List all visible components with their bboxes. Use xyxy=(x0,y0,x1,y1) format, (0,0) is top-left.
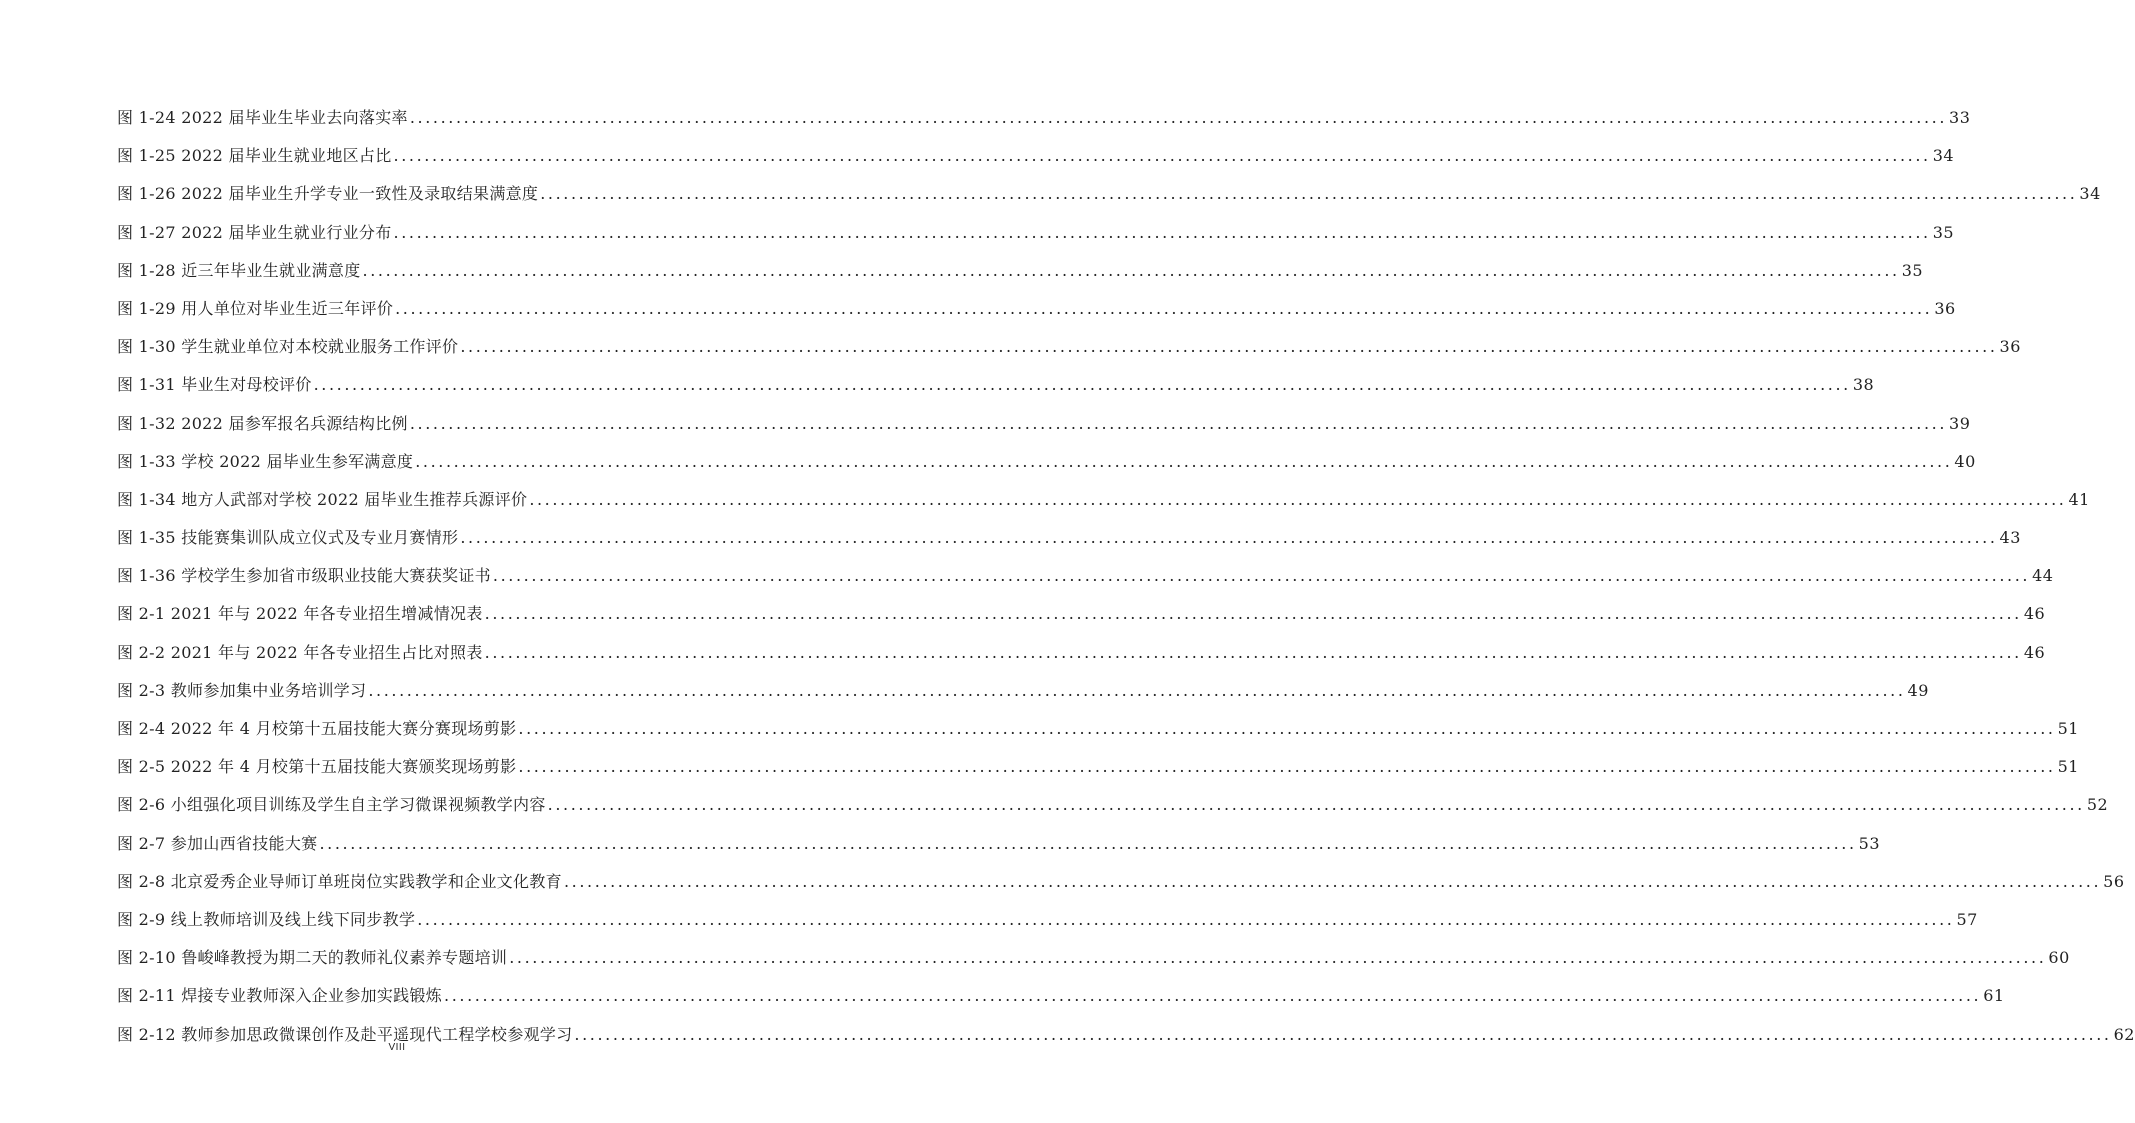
toc-entry-title: 图 2-6 小组强化项目训练及学生自主学习微课视频教学内容 xyxy=(117,795,546,815)
toc-entry-page: 43 xyxy=(1999,528,2021,548)
toc-entry[interactable] xyxy=(117,333,2021,371)
toc-entry-title: 图 2-7 参加山西省技能大赛 xyxy=(117,833,318,853)
toc-leader-dots: ........................................................................................................................................................................................................ xyxy=(395,298,1933,318)
toc-entry-title: 图 2-12 教师参加思政微课创作及赴平遥现代工程学校参观学习 xyxy=(117,1024,573,1044)
toc-entry-page: 51 xyxy=(2057,757,2079,777)
toc-entry[interactable] xyxy=(117,906,1978,944)
toc-entry[interactable] xyxy=(117,448,1976,486)
toc-entry-page: 52 xyxy=(2086,795,2109,815)
toc-entry-page: 46 xyxy=(2023,642,2046,662)
toc-entry[interactable] xyxy=(117,791,2109,829)
toc-leader-dots: ........................................................................................................................................................................................................ xyxy=(518,719,2056,738)
toc-entry[interactable] xyxy=(117,219,1955,257)
toc-entry-page: 44 xyxy=(2032,566,2054,586)
toc-entry-page: 38 xyxy=(1852,375,1875,395)
toc-entry-title: 图 2-1 2021 年与 2022 年各专业招生增减情况表 xyxy=(117,604,483,624)
toc-leader-dots: ........................................................................................................................................................................................................ xyxy=(444,986,1982,1006)
toc-leader-dots: ........................................................................................................................................................................................................ xyxy=(409,413,1948,433)
toc-entry-title: 图 2-2 2021 年与 2022 年各专业招生占比对照表 xyxy=(117,642,483,662)
toc-entry[interactable] xyxy=(117,104,1971,142)
toc-leader-dots: ........................................................................................................................................................................................................ xyxy=(492,566,2031,586)
toc-leader-dots: ........................................................................................................................................................................................................ xyxy=(368,680,1906,700)
toc-entry-page: 56 xyxy=(2103,871,2125,891)
toc-entry-title: 图 1-24 2022 届毕业生毕业去向落实率 xyxy=(117,108,408,127)
toc-entry-page: 33 xyxy=(1949,108,1971,127)
toc-entry[interactable] xyxy=(117,410,1971,448)
toc-entry-page: 40 xyxy=(1954,451,1976,471)
toc-entry-page: 34 xyxy=(1932,146,1955,166)
toc-entry-page: 62 xyxy=(2113,1024,2135,1044)
toc-entry-page: 60 xyxy=(2048,948,2070,968)
toc-entry-page: 35 xyxy=(1932,222,1955,242)
toc-entry-title: 图 1-31 毕业生对母校评价 xyxy=(117,375,312,395)
toc-entry[interactable] xyxy=(117,639,2046,677)
toc-leader-dots: ........................................................................................................................................................................................................ xyxy=(417,909,1955,929)
toc-leader-dots: ........................................................................................................................................................................................................ xyxy=(529,489,2067,509)
toc-entry-page: 61 xyxy=(1983,986,2005,1006)
toc-leader-dots: ........................................................................................................................................................................................................ xyxy=(509,948,2047,968)
toc-entry-title: 图 1-29 用人单位对毕业生近三年评价 xyxy=(117,298,394,318)
toc-entry[interactable] xyxy=(117,180,2101,218)
toc-entry-title: 图 2-8 北京爱秀企业导师订单班岗位实践教学和企业文化教育 xyxy=(117,871,562,891)
toc-entry-title: 图 1-34 地方人武部对学校 2022 届毕业生推荐兵源评价 xyxy=(117,489,528,509)
toc-leader-dots: ........................................................................................................................................................................................................ xyxy=(362,260,1900,280)
toc-entry-page: 53 xyxy=(1858,833,1880,853)
toc-entry-title: 图 2-10 鲁峻峰教授为期二天的教师礼仪素养专题培训 xyxy=(117,948,508,968)
toc-entry[interactable] xyxy=(117,142,1955,180)
toc-leader-dots: ........................................................................................................................................................................................................ xyxy=(460,337,1998,357)
toc-entry-title: 图 2-11 焊接专业教师深入企业参加实践锻炼 xyxy=(117,986,443,1006)
toc-entry[interactable] xyxy=(117,486,2090,524)
toc-leader-dots: ........................................................................................................................................................................................................ xyxy=(460,528,1998,548)
toc-leader-dots: ........................................................................................................................................................................................................ xyxy=(540,184,2078,204)
toc-entry[interactable] xyxy=(117,982,2005,1020)
toc-leader-dots: ........................................................................................................................................................................................................ xyxy=(574,1024,2112,1044)
toc-entry-page: 51 xyxy=(2057,719,2079,738)
toc-leader-dots: ........................................................................................................................................................................................................ xyxy=(393,222,1931,242)
toc-entry[interactable] xyxy=(117,868,2125,906)
toc-entry-page: 57 xyxy=(1956,909,1978,929)
toc-entry-title: 图 1-27 2022 届毕业生就业行业分布 xyxy=(117,222,392,242)
toc-entry[interactable] xyxy=(117,677,1929,715)
toc-entry-title: 图 1-28 近三年毕业生就业满意度 xyxy=(117,260,361,280)
toc-entry-title: 图 1-33 学校 2022 届毕业生参军满意度 xyxy=(117,451,414,471)
table-of-figures xyxy=(117,104,2135,1059)
toc-leader-dots: ........................................................................................................................................................................................................ xyxy=(415,451,1953,471)
toc-leader-dots: ........................................................................................................................................................................................................ xyxy=(518,757,2056,777)
toc-entry[interactable] xyxy=(117,524,2021,562)
toc-entry[interactable] xyxy=(117,295,1956,333)
toc-entry-page: 49 xyxy=(1907,680,1929,700)
toc-leader-dots: ........................................................................................................................................................................................................ xyxy=(393,146,1931,166)
toc-entry-page: 35 xyxy=(1901,260,1924,280)
toc-entry[interactable] xyxy=(117,562,2054,600)
toc-entry[interactable] xyxy=(117,257,1924,295)
toc-leader-dots: ........................................................................................................................................................................................................ xyxy=(547,795,2085,815)
toc-entry[interactable] xyxy=(117,600,2046,638)
toc-leader-dots: ........................................................................................................................................................................................................ xyxy=(484,642,2022,662)
toc-entry-page: 34 xyxy=(2079,184,2101,204)
toc-entry[interactable] xyxy=(117,715,2079,753)
toc-entry-title: 图 2-4 2022 年 4 月校第十五届技能大赛分赛现场剪影 xyxy=(117,719,517,738)
toc-leader-dots: ........................................................................................................................................................................................................ xyxy=(319,833,1857,853)
toc-entry[interactable] xyxy=(117,371,1875,409)
toc-entry-page: 36 xyxy=(1999,337,2021,357)
toc-leader-dots: ........................................................................................................................................................................................................ xyxy=(313,375,1851,395)
toc-entry-title: 图 1-30 学生就业单位对本校就业服务工作评价 xyxy=(117,337,459,357)
toc-entry-title: 图 2-5 2022 年 4 月校第十五届技能大赛颁奖现场剪影 xyxy=(117,757,517,777)
toc-entry[interactable] xyxy=(117,830,1880,868)
toc-entry-title: 图 1-32 2022 届参军报名兵源结构比例 xyxy=(117,413,408,433)
toc-entry-title: 图 1-26 2022 届毕业生升学专业一致性及录取结果满意度 xyxy=(117,184,539,204)
toc-entry[interactable] xyxy=(117,944,2070,982)
toc-entry[interactable] xyxy=(117,753,2079,791)
page-number: VIII xyxy=(388,1042,406,1053)
toc-entry-title: 图 1-35 技能赛集训队成立仪式及专业月赛情形 xyxy=(117,528,459,548)
toc-leader-dots: ........................................................................................................................................................................................................ xyxy=(484,604,2022,624)
toc-entry-page: 36 xyxy=(1934,298,1956,318)
toc-entry-title: 图 2-3 教师参加集中业务培训学习 xyxy=(117,680,367,700)
toc-leader-dots: ........................................................................................................................................................................................................ xyxy=(409,108,1948,127)
toc-leader-dots: ........................................................................................................................................................................................................ xyxy=(563,871,2102,891)
toc-entry-page: 46 xyxy=(2023,604,2046,624)
toc-entry-page: 39 xyxy=(1949,413,1971,433)
toc-entry-page: 41 xyxy=(2068,489,2090,509)
toc-entry-title: 图 1-25 2022 届毕业生就业地区占比 xyxy=(117,146,392,166)
toc-entry-title: 图 2-9 线上教师培训及线上线下同步教学 xyxy=(117,909,416,929)
toc-entry-title: 图 1-36 学校学生参加省市级职业技能大赛获奖证书 xyxy=(117,566,491,586)
